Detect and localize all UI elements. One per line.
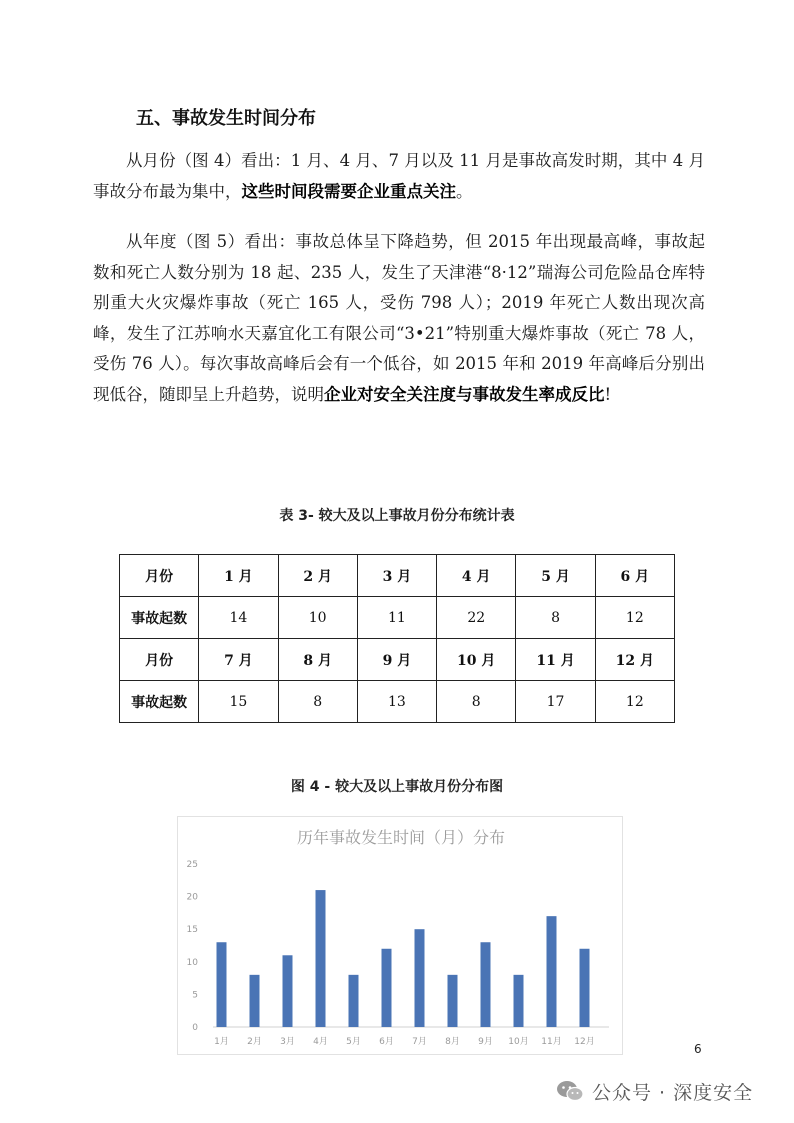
x-tick-label: 11月 bbox=[541, 1037, 562, 1047]
month-cell: 4 月 bbox=[437, 555, 516, 597]
bar bbox=[448, 975, 458, 1027]
bar bbox=[415, 929, 425, 1027]
table-caption: 表 3- 较大及以上事故月份分布统计表 bbox=[279, 508, 515, 524]
count-cell: 15 bbox=[199, 681, 278, 723]
count-cell: 14 bbox=[199, 597, 278, 639]
count-cell: 8 bbox=[278, 681, 357, 723]
count-cell: 8 bbox=[437, 681, 516, 723]
section-heading: 五、事故发生时间分布 bbox=[136, 108, 316, 129]
y-tick-label: 0 bbox=[192, 1023, 198, 1033]
monthly-bar-chart bbox=[177, 816, 623, 1055]
bar bbox=[283, 955, 293, 1027]
bar bbox=[580, 949, 590, 1027]
bar bbox=[514, 975, 524, 1027]
month-cell: 2 月 bbox=[278, 555, 357, 597]
count-cell: 11 bbox=[357, 597, 436, 639]
month-cell: 8 月 bbox=[278, 639, 357, 681]
y-tick-label: 25 bbox=[186, 860, 198, 870]
chart-canvas bbox=[178, 817, 624, 1056]
table-row bbox=[120, 597, 675, 639]
month-cell: 6 月 bbox=[595, 555, 674, 597]
x-tick-label: 10月 bbox=[508, 1037, 529, 1047]
x-tick-label: 12月 bbox=[574, 1037, 595, 1047]
bar bbox=[349, 975, 359, 1027]
count-cell: 12 bbox=[595, 681, 674, 723]
x-tick-label: 9月 bbox=[478, 1037, 493, 1047]
month-cell: 10 月 bbox=[437, 639, 516, 681]
chart-caption: 图 4 - 较大及以上事故月份分布图 bbox=[290, 779, 504, 795]
x-tick-label: 1月 bbox=[214, 1037, 229, 1047]
x-tick-label: 4月 bbox=[313, 1037, 328, 1047]
x-tick-label: 3月 bbox=[280, 1037, 295, 1047]
bar bbox=[217, 942, 227, 1027]
watermark bbox=[556, 1076, 753, 1106]
month-cell: 5 月 bbox=[516, 555, 595, 597]
x-tick-label: 8月 bbox=[445, 1037, 460, 1047]
bar bbox=[547, 916, 557, 1027]
bar bbox=[316, 890, 326, 1027]
count-cell: 17 bbox=[516, 681, 595, 723]
month-header-cell: 月份 bbox=[120, 639, 199, 681]
bar bbox=[250, 975, 260, 1027]
y-tick-label: 5 bbox=[192, 990, 198, 1001]
chart-title: 历年事故发生时间（月）分布 bbox=[296, 828, 506, 847]
emphasis-text: 这些时间段需要企业重点关注 bbox=[241, 181, 456, 201]
month-cell: 11 月 bbox=[516, 639, 595, 681]
month-cell: 7 月 bbox=[199, 639, 278, 681]
month-cell: 3 月 bbox=[357, 555, 436, 597]
count-cell: 22 bbox=[437, 597, 516, 639]
count-header-cell: 事故起数 bbox=[120, 681, 199, 723]
x-tick-label: 6月 bbox=[379, 1037, 394, 1047]
month-cell: 12 月 bbox=[595, 639, 674, 681]
emphasis-text: 企业对安全关注度与事故发生率成反比 bbox=[324, 384, 605, 404]
page-number: 6 bbox=[694, 1042, 702, 1056]
count-cell: 8 bbox=[516, 597, 595, 639]
x-tick-label: 5月 bbox=[346, 1037, 361, 1047]
y-tick-label: 15 bbox=[186, 925, 198, 936]
wechat-icon bbox=[556, 1079, 584, 1103]
count-header-cell: 事故起数 bbox=[120, 597, 199, 639]
y-tick-label: 10 bbox=[186, 957, 198, 968]
paragraph-monthly-analysis: 从月份（图 4）看出：1 月、4 月、7 月以及 11 月是事故高发时期，其中 4 月事故分布最为集中，这些时间段需要企业重点关注。 bbox=[93, 151, 705, 201]
month-cell: 9 月 bbox=[357, 639, 436, 681]
table-row bbox=[120, 681, 675, 723]
y-tick-label: 20 bbox=[186, 892, 198, 903]
table-row bbox=[120, 555, 675, 597]
count-cell: 10 bbox=[278, 597, 357, 639]
month-header-cell: 月份 bbox=[120, 555, 199, 597]
count-cell: 13 bbox=[357, 681, 436, 723]
monthly-accident-table bbox=[119, 554, 675, 723]
x-tick-label: 2月 bbox=[247, 1037, 262, 1047]
watermark-text: 公众号 · 深度安全 bbox=[592, 1081, 754, 1104]
bar bbox=[481, 942, 491, 1027]
bar bbox=[382, 949, 392, 1027]
count-cell: 12 bbox=[595, 597, 674, 639]
x-tick-label: 7月 bbox=[412, 1037, 427, 1047]
table-row bbox=[120, 639, 675, 681]
month-cell: 1 月 bbox=[199, 555, 278, 597]
paragraph-yearly-analysis: 从年度（图 5）看出：事故总体呈下降趋势，但 2015 年出现最高峰，事故起数和死亡人数分别为 18 起、235 人，发生了天津港“8·12”瑞海公司危险品仓库特别重大火灾爆炸事故（死亡 165 人，受伤 798 人）；2019 年死亡人数出现次高峰，发生了江苏响水天嘉宜化工有限公司“3•21”特别重大爆炸事故（死亡 78 人，受伤 76 人）。每次事故高峰后会有一个低谷，如 2015 年和 2019 年高峰后分别出现低谷，随即呈上升趋势，说明企业对安全关注度与事故发生率成反比! bbox=[93, 232, 705, 404]
